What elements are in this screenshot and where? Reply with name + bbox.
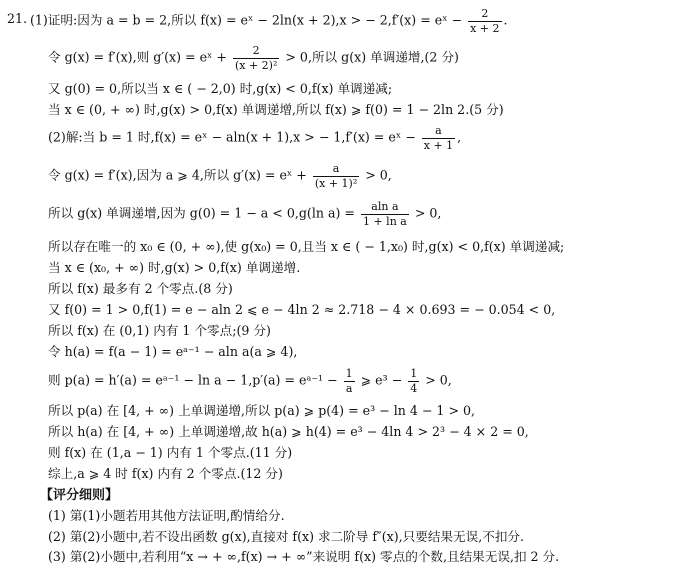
line-4: 当 x ∈ (0, + ∞) 时,g(x) > 0,f(x) 单调递增,所以 f(x) ⩾ f(0) = 1 − 2ln 2.(5 分) <box>48 102 504 117</box>
line-16: 所以 h(a) 在 [4, + ∞) 上单调递增,故 h(a) ⩾ h(4) = e³ − 4ln 4 > 2³ − 4 × 2 = 0, <box>48 424 529 439</box>
line-17: 则 f(x) 在 (1,a − 1) 内有 1 个零点.(11 分) <box>48 445 293 460</box>
line-11: 又 f(0) = 1 > 0,f(1) = e − aln 2 ⩽ e − 4ln 2 ≈ 2.718 − 4 × 0.693 = − 0.054 < 0, <box>48 302 556 317</box>
fraction: $\frac{2}{\text{(x + 2)²}}$ <box>234 44 278 72</box>
fraction: $\frac{a}{\text{(x + 1)²}}$ <box>314 162 358 190</box>
line-12: 所以 f(x) 在 (0,1) 内有 1 个零点;(9 分) <box>48 323 271 338</box>
line-5: (2)解:当 b = 1 时,f(x) = eˣ − aln(x + 1),x > − 1,f′(x) = eˣ − $\frac{a}{x + 1}$ , <box>48 124 462 152</box>
fraction: $\frac{2}{x + 2}$ <box>470 7 500 35</box>
line-10: 所以 f(x) 最多有 2 个零点.(8 分) <box>48 281 233 296</box>
fraction: $\frac{\text{aln a}}{\text{1 + ln a}}$ <box>362 200 407 228</box>
line-15: 所以 p(a) 在 [4, + ∞) 上单调递增,所以 p(a) ⩾ p(4) = e³ − ln 4 − 1 > 0, <box>48 403 476 418</box>
question-number: 21. <box>7 11 28 26</box>
scoring-heading: 【评分细则】 <box>40 488 119 503</box>
fraction: $\frac{1}{4}$ <box>410 367 418 395</box>
line-14: 则 p(a) = h′(a) = eᵃ⁻¹ − ln a − 1,p′(a) = eᵃ⁻¹ − $\frac{1}{a}$ ⩾ e³ − $\frac{1}{4}$ > 0, <box>48 367 452 395</box>
line-2: 令 g(x) = f′(x),则 g′(x) = eˣ + $\frac{2}{\text{(x + 2)²}}$ > 0,所以 g(x) 单调递增,(2 分) <box>48 44 459 72</box>
line-7: 所以 g(x) 单调递增,因为 g(0) = 1 − a < 0,g(ln a) = $\frac{\text{aln a}}{\text{1 + ln a}}$ > 0, <box>48 200 442 228</box>
line-8: 所以存在唯一的 x₀ ∈ (0, + ∞),使 g(x₀) = 0,且当 x ∈ ( − 1,x₀) 时,g(x) < 0,f(x) 单调递减; <box>48 239 565 254</box>
fraction: $\frac{a}{x + 1}$ <box>423 124 454 152</box>
line-1: (1)证明:因为 a = b = 2,所以 f(x) = eˣ − 2ln(x + 2),x > − 2,f′(x) = eˣ − $\frac{2}{x + 2}$ . <box>30 7 508 35</box>
line-18: 综上,a ⩾ 4 时 f(x) 内有 2 个零点.(12 分) <box>48 466 283 481</box>
scoring-item-2: (2) 第(2)小题中,若不设出函数 g(x),直接对 f(x) 求二阶导 f″(x),只要结果无误,不扣分. <box>48 529 525 544</box>
scoring-item-3: (3) 第(2)小题中,若利用“x → + ∞,f(x) → + ∞”来说明 f(x) 零点的个数,且结果无误,扣 2 分. <box>48 549 560 564</box>
line-13: 令 h(a) = f(a − 1) = eᵃ⁻¹ − aln a(a ⩾ 4), <box>48 344 298 359</box>
scoring-item-1: (1) 第(1)小题若用其他方法证明,酌情给分. <box>48 508 285 523</box>
line-3: 又 g(0) = 0,所以当 x ∈ ( − 2,0) 时,g(x) < 0,f(x) 单调递减; <box>48 81 393 96</box>
line-6: 令 g(x) = f′(x),因为 a ⩾ 4,所以 g′(x) = eˣ + $\frac{a}{\text{(x + 1)²}}$ > 0, <box>48 162 392 190</box>
fraction: $\frac{1}{a}$ <box>345 367 353 395</box>
line-9: 当 x ∈ (x₀, + ∞) 时,g(x) > 0,f(x) 单调递增. <box>48 260 301 275</box>
